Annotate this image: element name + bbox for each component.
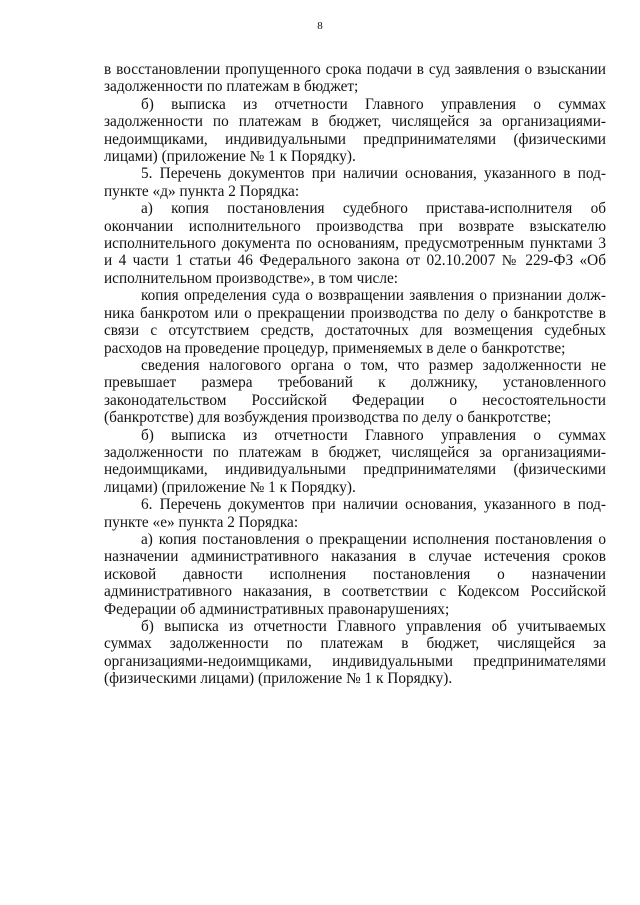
paragraph-item-b: б) выписка из отчетности Главного управления о суммах задолженности по платежам в бюджет, числящейся за организациями-недоимщиками, индивидуальными предпринимателями (физическими лицами) (приложение № 1 к Порядку). bbox=[104, 426, 606, 496]
paragraph-item-b: б) выписка из отчетности Главного управления об учитываемых суммах задолженности по платежам в бюджет, числящейся за организациями-недоимщиками, индивидуальными предпринимателями (физическими лицами) (приложение № 1 к Порядку). bbox=[104, 618, 606, 688]
paragraph-section-5: 5. Перечень документов при наличии основания, указанного в подпункте «д» пункта 2 Порядка: bbox=[104, 165, 606, 200]
paragraph-court-determination: копия определения суда о возвращении заявления о признании должника банкротом или о прекращении производства по делу о банкротстве в связи с отсутствием средств, достаточных для возмещения судебных расходов на проведение процедур, применяемых в деле о банкротстве; bbox=[104, 287, 606, 357]
paragraph-tax-authority-info: сведения налогового органа о том, что размер задолженности не превышает размера требований к должнику, установленного законодательством Российской Федерации о несостоятельности (банкротстве) для возбуждения производства по делу о банкротстве; bbox=[104, 356, 606, 427]
document-body bbox=[104, 61, 606, 688]
paragraph-item-b: б) выписка из отчетности Главного управления о суммах задолженности по платежам в бюджет, числящейся за организациями-недоимщиками, индивидуальными предпринимателями (физическими лицами) (приложение № 1 к Порядку). bbox=[104, 95, 606, 166]
paragraph-item-a: а) копия постановления о прекращении исполнения постановления о назначении административного наказания в случае истечения сроков исковой давности исполнения постановления о назначении административного наказания, в соответствии с Кодексом Российской Федерации об административных правонарушениях; bbox=[104, 530, 606, 618]
page-number: 8 bbox=[317, 20, 323, 32]
paragraph-item-a: а) копия постановления судебного пристава-исполнителя об окончании исполнительного производства при возврате взыскателю исполнительного документа по основаниям, предусмотренным пунктами 3 и 4 части 1 статьи 46 Федерального закона от 02.10.2007 № 229-ФЗ «Об исполнительном производстве», в том числе: bbox=[104, 200, 606, 287]
paragraph-section-6: 6. Перечень документов при наличии основания, указанного в подпункте «е» пункта 2 Порядка: bbox=[104, 496, 606, 531]
paragraph-continuation: в восстановлении пропущенного срока подачи в суд заявления о взыскании задолженности по платежам в бюджет; bbox=[104, 61, 606, 96]
